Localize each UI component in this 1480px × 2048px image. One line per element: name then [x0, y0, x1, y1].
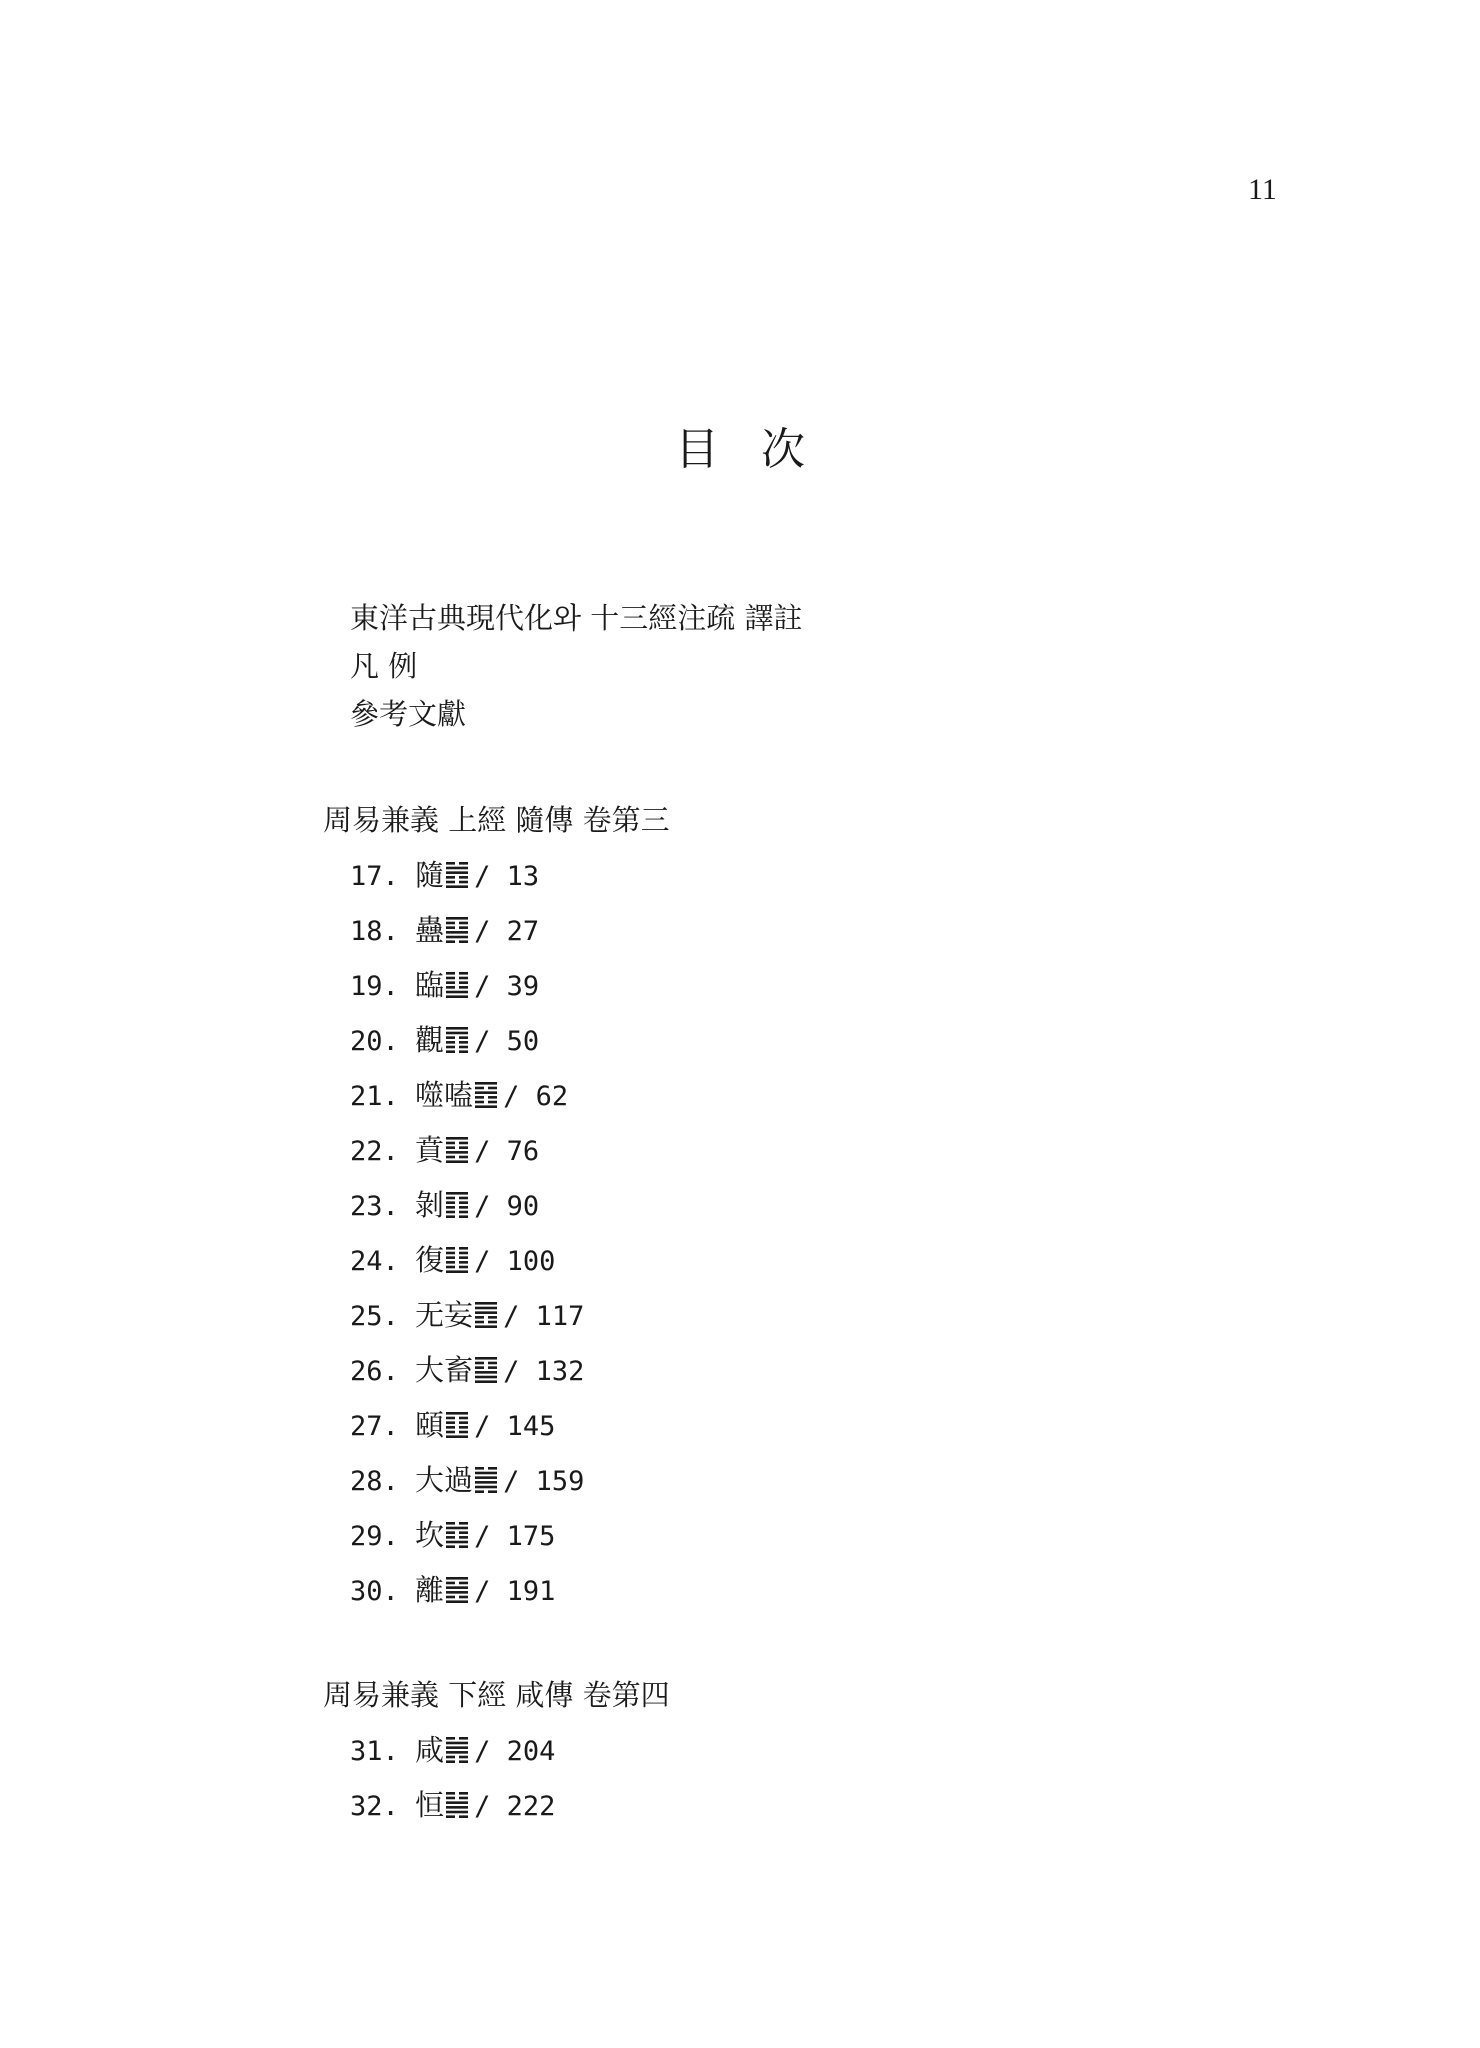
toc-entry: [350, 1022, 539, 1060]
li-hexagram-icon: [446, 1577, 468, 1603]
entry-number: 18.: [350, 916, 399, 947]
entry-separator: /: [503, 1081, 520, 1112]
entry-number: 25.: [350, 1301, 399, 1332]
entry-page: 204: [506, 1736, 556, 1767]
entry-separator: /: [474, 1521, 491, 1552]
entry-separator: /: [474, 971, 491, 1002]
entry-name: 復: [415, 1243, 445, 1277]
entry-separator: /: [503, 1301, 520, 1332]
entry-page: 27: [506, 916, 540, 947]
entry-number: 23.: [350, 1191, 399, 1222]
entry-page: 50: [506, 1026, 540, 1057]
section-heading: 周易兼義 上經 隨傳 卷第三: [323, 803, 670, 837]
entry-name: 坎: [415, 1518, 445, 1552]
entry-separator: /: [474, 1791, 491, 1822]
entry-name: 隨: [415, 858, 445, 892]
bi-hexagram-icon: [446, 1137, 468, 1163]
bo-hexagram-icon: [446, 1192, 468, 1218]
entry-separator: /: [474, 916, 491, 947]
entry-separator: /: [474, 861, 491, 892]
toc-entry: [350, 1462, 584, 1500]
front-matter-item: 凡 例: [350, 649, 418, 683]
entry-name: 蠱: [415, 913, 445, 947]
entry-name: 臨: [415, 968, 445, 1002]
page-title: 目 次: [675, 424, 819, 475]
toc-entry: [350, 1297, 584, 1335]
xian-hexagram-icon: [446, 1737, 468, 1763]
sui-hexagram-icon: [446, 862, 468, 888]
toc-entry: [350, 1132, 539, 1170]
entry-name: 頤: [415, 1408, 445, 1442]
entry-number: 26.: [350, 1356, 399, 1387]
entry-name: 无妄: [415, 1298, 474, 1332]
entry-page: 62: [535, 1081, 569, 1112]
fu-hexagram-icon: [446, 1247, 468, 1273]
daguo-hexagram-icon: [475, 1467, 497, 1493]
entry-separator: /: [503, 1356, 520, 1387]
page-number: 11: [1248, 173, 1277, 206]
toc-entry: [350, 1187, 539, 1225]
entry-number: 30.: [350, 1576, 399, 1607]
guan-hexagram-icon: [446, 1027, 468, 1053]
entry-page: 13: [506, 861, 540, 892]
wuwang-hexagram-icon: [475, 1302, 497, 1328]
entry-number: 32.: [350, 1791, 399, 1822]
entry-number: 19.: [350, 971, 399, 1002]
entry-page: 191: [506, 1576, 556, 1607]
toc-entry: [350, 1572, 555, 1610]
entry-page: 222: [506, 1791, 556, 1822]
toc-entry: [350, 912, 539, 950]
entry-page: 132: [535, 1356, 585, 1387]
front-matter-item: 參考文獻: [350, 697, 467, 731]
entry-separator: /: [474, 1736, 491, 1767]
entry-number: 17.: [350, 861, 399, 892]
entry-name: 剝: [415, 1188, 445, 1222]
toc-entry: [350, 1407, 555, 1445]
entry-page: 39: [506, 971, 540, 1002]
entry-separator: /: [474, 1576, 491, 1607]
entry-number: 31.: [350, 1736, 399, 1767]
yi-hexagram-icon: [446, 1412, 468, 1438]
entry-name: 咸: [415, 1733, 445, 1767]
toc-entry: [350, 1077, 568, 1115]
section-heading: 周易兼義 下經 咸傳 卷第四: [323, 1678, 670, 1712]
entry-number: 24.: [350, 1246, 399, 1277]
entry-number: 20.: [350, 1026, 399, 1057]
entry-number: 21.: [350, 1081, 399, 1112]
entry-name: 大畜: [415, 1353, 474, 1387]
entry-page: 159: [535, 1466, 585, 1497]
heng-hexagram-icon: [446, 1792, 468, 1818]
entry-separator: /: [474, 1411, 491, 1442]
entry-name: 賁: [415, 1133, 445, 1167]
entry-name: 觀: [415, 1023, 445, 1057]
toc-entry: [350, 1242, 555, 1280]
entry-number: 22.: [350, 1136, 399, 1167]
front-matter-item: 東洋古典現代化와 十三經注疏 譯註: [350, 601, 803, 635]
toc-entry: [350, 1732, 555, 1770]
kan-hexagram-icon: [446, 1522, 468, 1548]
entry-name: 離: [415, 1573, 445, 1607]
shike-hexagram-icon: [475, 1082, 497, 1108]
entry-page: 76: [506, 1136, 540, 1167]
gu-hexagram-icon: [446, 917, 468, 943]
daxu-hexagram-icon: [475, 1357, 497, 1383]
entry-name: 恒: [415, 1788, 445, 1822]
entry-name: 噬嗑: [415, 1078, 474, 1112]
entry-number: 29.: [350, 1521, 399, 1552]
entry-separator: /: [474, 1191, 491, 1222]
toc-entry: [350, 1517, 555, 1555]
entry-separator: /: [503, 1466, 520, 1497]
entry-number: 27.: [350, 1411, 399, 1442]
entry-separator: /: [474, 1246, 491, 1277]
entry-page: 90: [506, 1191, 540, 1222]
entry-page: 145: [506, 1411, 556, 1442]
entry-page: 175: [506, 1521, 556, 1552]
lin-hexagram-icon: [446, 972, 468, 998]
entry-separator: /: [474, 1136, 491, 1167]
toc-entry: [350, 1787, 555, 1825]
entry-number: 28.: [350, 1466, 399, 1497]
entry-separator: /: [474, 1026, 491, 1057]
entry-page: 100: [506, 1246, 556, 1277]
toc-entry: [350, 967, 539, 1005]
entry-page: 117: [535, 1301, 585, 1332]
toc-entry: [350, 857, 539, 895]
entry-name: 大過: [415, 1463, 474, 1497]
toc-entry: [350, 1352, 584, 1390]
